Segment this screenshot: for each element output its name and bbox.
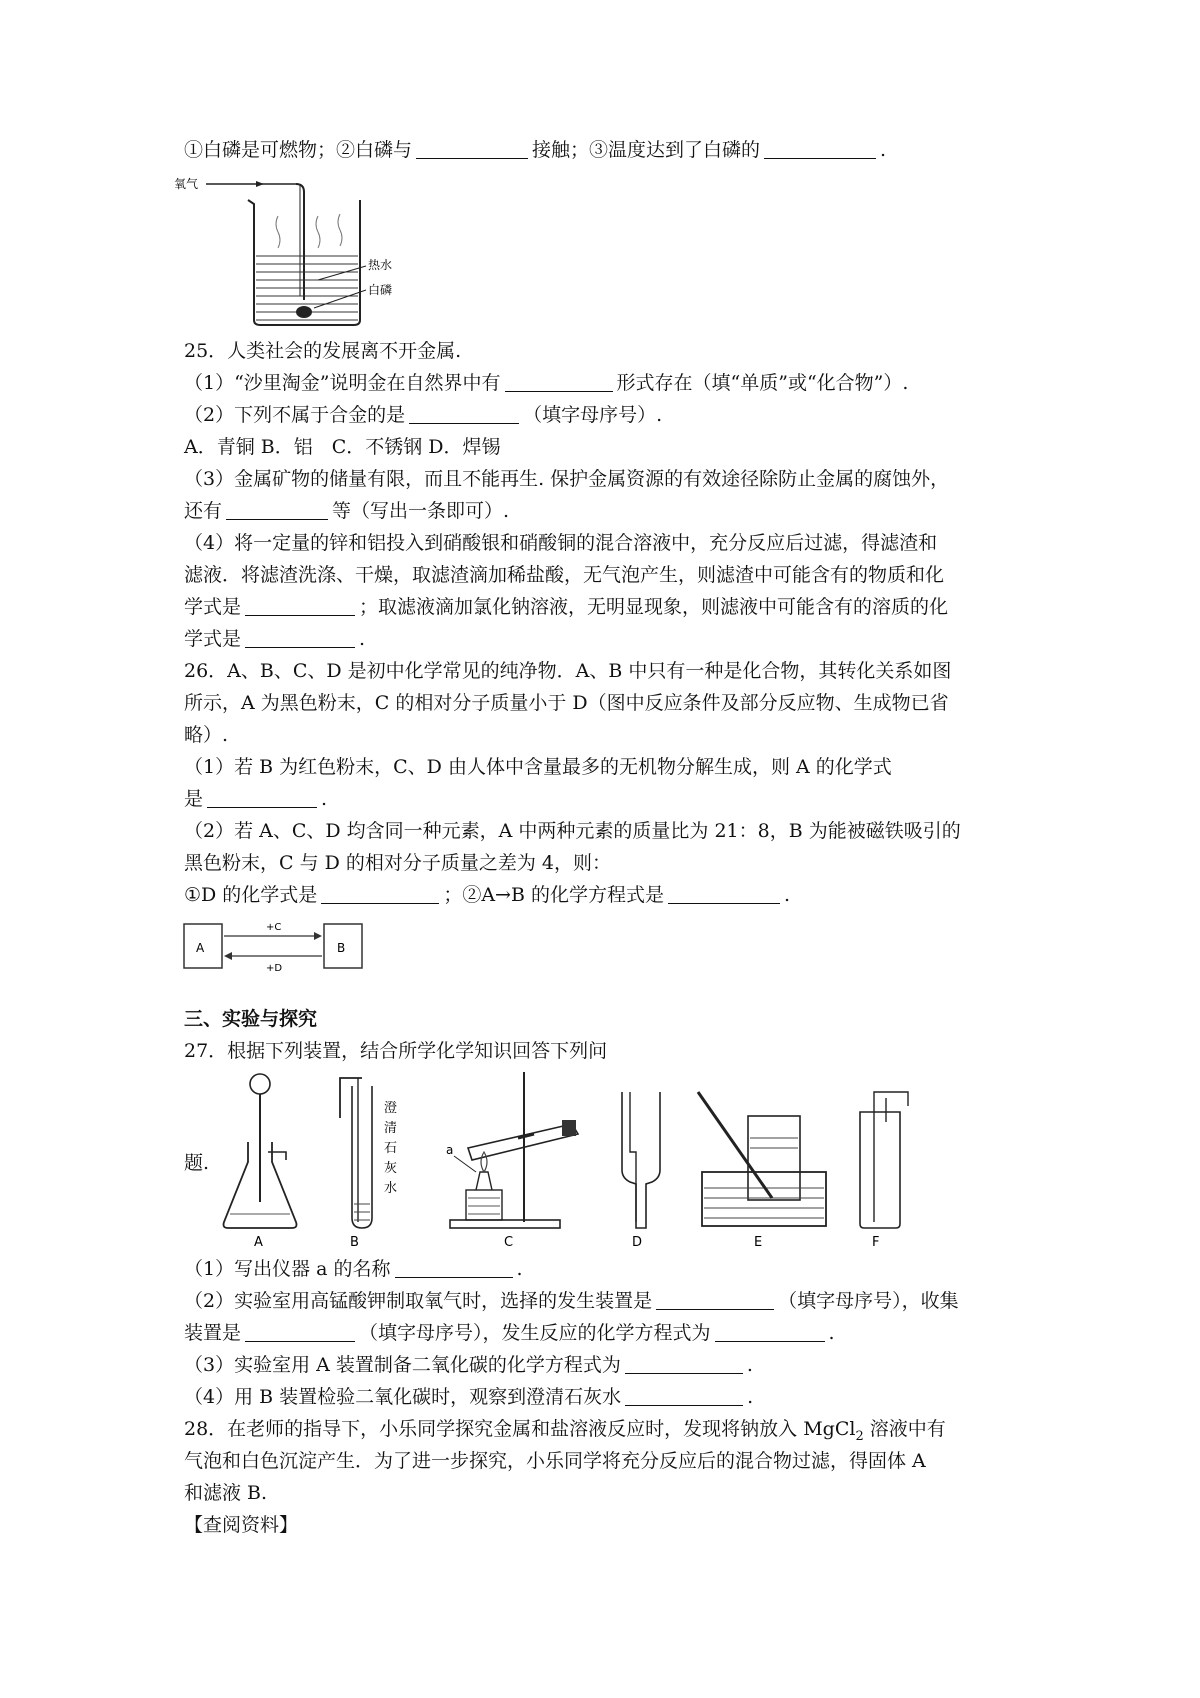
apparatus-c: [446, 1072, 578, 1250]
q26-part2-a: （2）若 A、C、D 均含同一种元素，A 中两种元素的质量比为 21：8，B 为能被磁铁吸引的: [184, 820, 961, 842]
q27-p2b-text: 装置是: [184, 1322, 242, 1344]
answer-blank[interactable]: [321, 885, 439, 904]
box-a-label: A: [196, 941, 205, 955]
q27-line-1: 27．根据下列装置，结合所学化学知识回答下列问: [184, 1040, 608, 1062]
q26-p2c-text-3: .: [783, 884, 791, 906]
answer-blank[interactable]: [245, 597, 355, 616]
answer-blank[interactable]: [245, 1323, 355, 1342]
q25-part4-a: （4）将一定量的锌和铝投入到硝酸银和硝酸铜的混合溶液中，充分反应后过滤，得滤渣和: [184, 532, 938, 554]
q27-p1-text: （1）写出仪器 a 的名称: [184, 1258, 391, 1280]
answer-blank[interactable]: [625, 1387, 743, 1406]
answer-blank[interactable]: [656, 1291, 774, 1310]
q24-text-3: .: [880, 139, 887, 161]
answer-blank[interactable]: [764, 140, 876, 159]
label-hot-water: 热水: [368, 258, 393, 272]
q27-p3-text: （3）实验室用 A 装置制备二氧化碳的化学方程式为: [184, 1354, 621, 1376]
q24-text-2: 接触；③温度达到了白磷的: [532, 139, 761, 161]
label-e: E: [754, 1235, 763, 1250]
q27-part2-a: [184, 1288, 959, 1314]
arrow-label-c: +C: [266, 922, 282, 933]
q28-line-2: 气泡和白色沉淀产生．为了进一步探究，小乐同学将充分反应后的混合物过滤，得固体 A: [184, 1450, 926, 1472]
q26-part2-b: 黑色粉末，C 与 D 的相对分子质量之差为 4，则：: [184, 852, 612, 874]
q25-p2-text: （2）下列不属于合金的是: [184, 404, 406, 426]
q26-part1-b: [184, 786, 327, 812]
label-b: B: [350, 1235, 359, 1250]
q25-part4-c: [184, 594, 948, 620]
label-b-char: 水: [384, 1181, 398, 1196]
q26-p2c-text-2: ；②A→B 的化学方程式是: [443, 884, 664, 906]
q26-line-3: 略）.: [184, 724, 229, 746]
section-heading: 三、实验与探究: [184, 1008, 318, 1030]
q27-p2a-text: （2）实验室用高锰酸钾制取氧气时，选择的发生装置是: [184, 1290, 653, 1312]
q25-p2-text-2: （填字母序号）.: [523, 404, 663, 426]
label-b-char: 清: [384, 1121, 398, 1136]
answer-blank[interactable]: [416, 140, 528, 159]
answer-blank[interactable]: [668, 885, 780, 904]
label-c: C: [504, 1235, 514, 1250]
q25-part1: [184, 370, 908, 396]
q25-p4d-text: 学式是: [184, 628, 242, 650]
q26-p1b-text-2: .: [321, 788, 328, 810]
q25-part4-b: 滤液．将滤渣洗涤、干燥，取滤渣滴加稀盐酸，无气泡产生，则滤渣中可能含有的物质和化: [184, 564, 945, 586]
conversion-diagram: [182, 916, 372, 974]
q27-part2-b: [184, 1320, 835, 1346]
q28-line-3: 和滤液 B.: [184, 1482, 268, 1504]
q26-p2c-text: ①D 的化学式是: [184, 884, 318, 906]
apparatus-figure: [218, 1072, 978, 1252]
q26-part2-c: [184, 882, 790, 908]
answer-blank[interactable]: [245, 629, 355, 648]
answer-blank[interactable]: [395, 1259, 513, 1278]
q27-p4-text-2: .: [747, 1386, 754, 1408]
q27-p1-text-2: .: [516, 1258, 523, 1280]
q25-part4-d: [184, 626, 365, 652]
q25-p4c-text-2: ；取滤液滴加氯化钠溶液，无明显现象，则滤液中可能含有的溶质的化: [359, 596, 949, 618]
q27-line-2: 题.: [184, 1152, 210, 1174]
apparatus-d: [622, 1092, 660, 1250]
q25-p3b-text: 还有: [184, 500, 223, 522]
q27-p2b-text-2: （填字母序号），发生反应的化学方程式为: [359, 1322, 711, 1344]
q24-text-1: ①白磷是可燃物；②白磷与: [184, 139, 413, 161]
box-b-label: B: [337, 941, 346, 955]
answer-blank[interactable]: [505, 373, 613, 392]
q25-p4c-text: 学式是: [184, 596, 242, 618]
q26-line-1: 26．A、B、C、D 是初中化学常见的纯净物．A、B 中只有一种是化合物，其转化关系如图: [184, 660, 952, 682]
label-b-char: 石: [384, 1141, 398, 1156]
label-oxygen: 氧气: [174, 177, 199, 191]
q26-part1-a: （1）若 B 为红色粉末，C、D 由人体中含量最多的无机物分解生成，则 A 的化学式: [184, 756, 892, 778]
q25-title: 25．人类社会的发展离不开金属.: [184, 340, 462, 362]
q25-part3-a: （3）金属矿物的储量有限，而且不能再生. 保护金属资源的有效途径除防止金属的腐蚀外，: [184, 468, 950, 490]
apparatus-a: [224, 1074, 297, 1250]
apparatus-b: [340, 1078, 397, 1250]
label-d: D: [632, 1235, 643, 1250]
q28-l1-text-2: 溶液中有: [863, 1418, 946, 1440]
q27-part4: [184, 1384, 753, 1410]
q25-p1-text-2: 形式存在（填“单质”或“化合物”）.: [616, 372, 909, 394]
q28-line-4: 【查阅资料】: [184, 1514, 299, 1536]
answer-blank[interactable]: [207, 789, 317, 808]
apparatus-f: [860, 1092, 908, 1250]
answer-blank[interactable]: [625, 1355, 743, 1374]
q25-part3-b: [184, 498, 509, 524]
q27-part1: [184, 1256, 523, 1282]
q28-subscript: 2: [855, 1428, 864, 1444]
answer-blank[interactable]: [226, 501, 328, 520]
q25-part2: [184, 402, 662, 428]
label-f: F: [872, 1235, 880, 1250]
q25-options: A．青铜 B．铝 C．不锈钢 D．焊锡: [184, 436, 501, 458]
label-b-char: 灰: [384, 1161, 398, 1176]
arrow-label-d: +D: [266, 963, 283, 974]
q26-p1b-text: 是: [184, 788, 204, 810]
q25-p1-text: （1）“沙里淘金”说明金在自然界中有: [184, 372, 501, 394]
q27-p2a-text-2: （填字母序号），收集: [778, 1290, 959, 1312]
q27-p3-text-2: .: [746, 1354, 753, 1376]
q27-p2b-text-3: .: [828, 1322, 835, 1344]
apparatus-e: [698, 1092, 826, 1250]
answer-blank[interactable]: [409, 405, 519, 424]
q25-p3b-text-2: 等（写出一条即可）.: [332, 500, 510, 522]
q28-l1-text: 28．在老师的指导下，小乐同学探究金属和盐溶液反应时，发现将钠放入 MgCl: [184, 1418, 856, 1440]
answer-blank[interactable]: [715, 1323, 825, 1342]
q26-line-2: 所示，A 为黑色粉末，C 的相对分子质量小于 D（图中反应条件及部分反应物、生成物已省: [184, 692, 949, 714]
label-a: A: [254, 1235, 263, 1250]
label-b-char: 澄: [384, 1101, 398, 1116]
label-instrument-a: a: [446, 1143, 454, 1157]
beaker-figure: [168, 170, 408, 330]
label-white-phosphorus: 白磷: [368, 283, 393, 297]
q27-part3: [184, 1352, 753, 1378]
q27-p4-text: （4）用 B 装置检验二氧化碳时，观察到澄清石灰水: [184, 1386, 622, 1408]
q28-line-1: [184, 1416, 946, 1450]
q25-p4d-text-2: .: [359, 628, 366, 650]
q24-line: [184, 137, 886, 163]
